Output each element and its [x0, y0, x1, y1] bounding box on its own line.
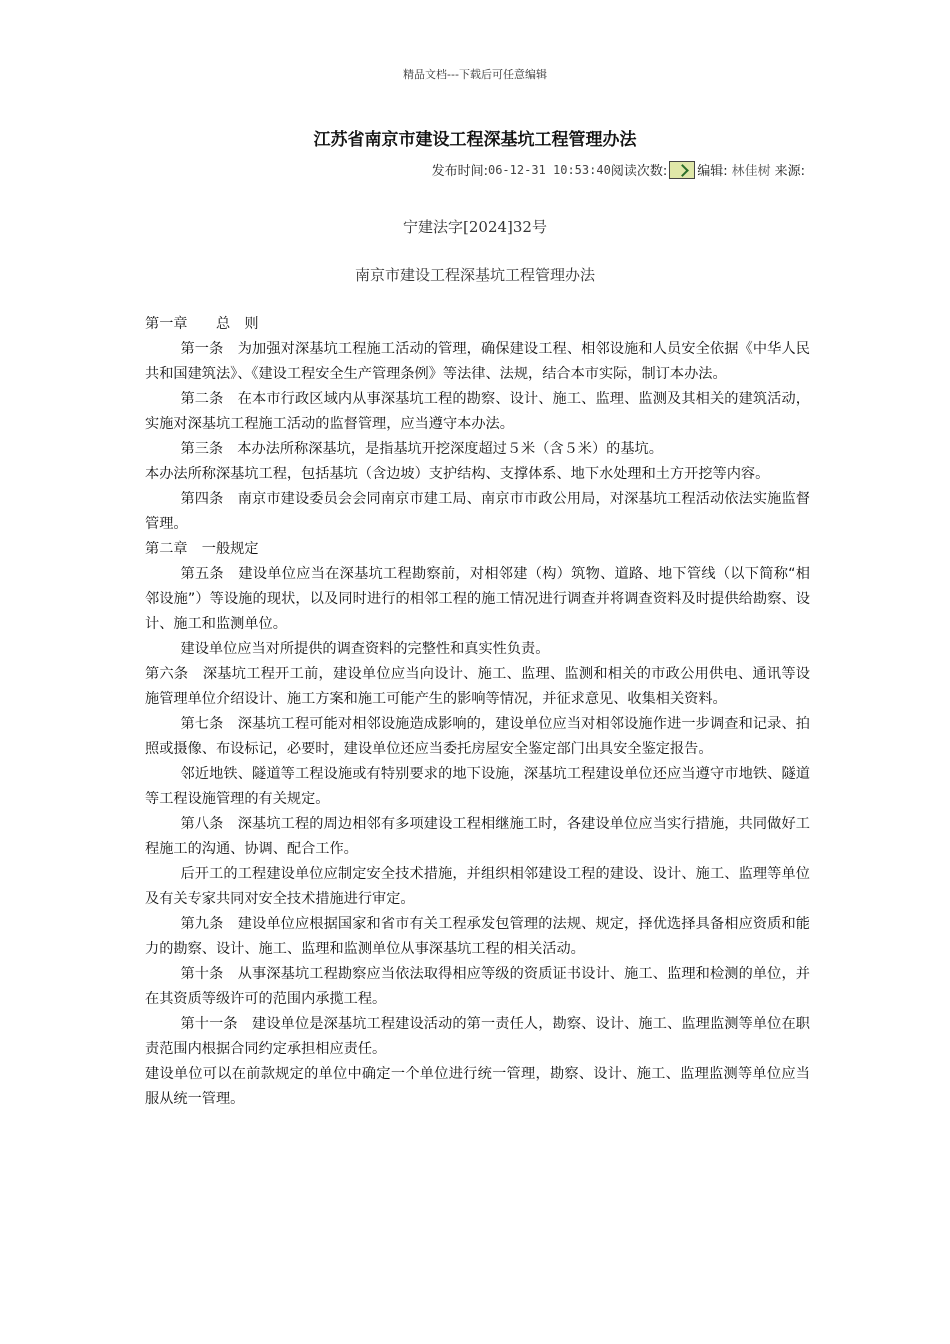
chapter-heading: 第一章 总 则 — [145, 316, 259, 332]
article-paragraph: 第八条 深基坑工程的周边相邻有多项建设工程相继施工时，各建设单位应当实行措施，共同做好工程施工的沟通、协调、配合工作。 — [145, 816, 810, 857]
article-paragraph: 建设单位应当对所提供的调查资料的完整性和真实性负责。 — [180, 641, 550, 657]
document-number: 宁建法字[2024]32号 — [403, 218, 547, 236]
document-body — [145, 312, 810, 1112]
article-paragraph: 第二条 在本市行政区域内从事深基坑工程的勘察、设计、施工、监理、监测及其相关的建筑活动，实施对深基坑工程施工活动的监督管理，应当遵守本办法。 — [145, 391, 810, 432]
source-label: 来源: — [774, 164, 805, 179]
chapter-heading: 第二章 一般规定 — [145, 541, 259, 557]
page-title: 江苏省南京市建设工程深基坑工程管理办法 — [313, 130, 637, 150]
article-paragraph: 第六条 深基坑工程开工前，建设单位应当向设计、施工、监理、监测和相关的市政公用供电、通讯等设施管理单位介绍设计、施工方案和施工可能产生的影响等情况，并征求意见、收集相关资料。 — [145, 666, 810, 707]
article-paragraph: 第一条 为加强对深基坑工程施工活动的管理，确保建设工程、相邻设施和人员安全依据《中华人民共和国建筑法》、《建设工程安全生产管理条例》等法律、法规，结合本市实际，制订本办法。 — [145, 341, 810, 382]
article-paragraph: 建设单位可以在前款规定的单位中确定一个单位进行统一管理，勘察、设计、施工、监理监测等单位应当服从统一管理。 — [145, 1066, 810, 1107]
article-paragraph: 第四条 南京市建设委员会会同南京市建工局、南京市市政公用局，对深基坑工程活动依法实施监督管理。 — [145, 491, 810, 532]
watermark-text: 精品文档---下载后可任意编辑 — [403, 68, 547, 81]
article-paragraph: 第九条 建设单位应根据国家和省市有关工程承发包管理的法规、规定，择优选择具备相应资质和能力的勘察、设计、施工、监理和监测单位从事深基坑工程的相关活动。 — [145, 916, 810, 957]
article-paragraph: 第五条 建设单位应当在深基坑工程勘察前，对相邻建（构）筑物、道路、地下管线（以下简称“相邻设施”）等设施的现状，以及同时进行的相邻工程的施工情况进行调查并将调查资料及时提供给勘察、设计、施工和监测单位。 — [145, 566, 810, 632]
read-count-icon — [669, 161, 695, 179]
article-paragraph: 后开工的工程建设单位应制定安全技术措施，并组织相邻建设工程的建设、设计、施工、监理等单位及有关专家共同对安全技术措施进行审定。 — [145, 866, 810, 907]
editor-label: 编辑: — [697, 164, 728, 179]
article-paragraph: 第三条 本办法所称深基坑，是指基坑开挖深度超过５米（含５米）的基坑。 — [180, 441, 663, 457]
article-paragraph: 第七条 深基坑工程可能对相邻设施造成影响的，建设单位应当对相邻设施作进一步调查和记录、拍照或摄像、布设标记，必要时，建设单位还应当委托房屋安全鉴定部门出具安全鉴定报告。 — [145, 716, 810, 757]
article-meta — [432, 160, 805, 179]
publish-time-label: 发布时间: — [431, 164, 488, 179]
document-subtitle: 南京市建设工程深基坑工程管理办法 — [354, 266, 595, 284]
article-paragraph: 第十条 从事深基坑工程勘察应当依法取得相应等级的资质证书设计、施工、监理和检测的单位，并在其资质等级许可的范围内承揽工程。 — [145, 966, 810, 1007]
read-count-label: 阅读次数: — [610, 164, 668, 179]
article-paragraph: 本办法所称深基坑工程，包括基坑（含边坡）支护结构、支撑体系、地下水处理和土方开挖等内容。 — [145, 466, 770, 482]
editor-name: 林佳树 — [731, 164, 771, 179]
article-paragraph: 第十一条 建设单位是深基坑工程建设活动的第一责任人，勘察、设计、施工、监理监测等单位在职责范围内根据合同约定承担相应责任。 — [145, 1016, 810, 1057]
article-paragraph: 邻近地铁、隧道等工程设施或有特别要求的地下设施，深基坑工程建设单位还应当遵守市地铁、隧道等工程设施管理的有关规定。 — [145, 766, 810, 807]
publish-time: 06-12-31 10:53:40 — [487, 162, 611, 177]
